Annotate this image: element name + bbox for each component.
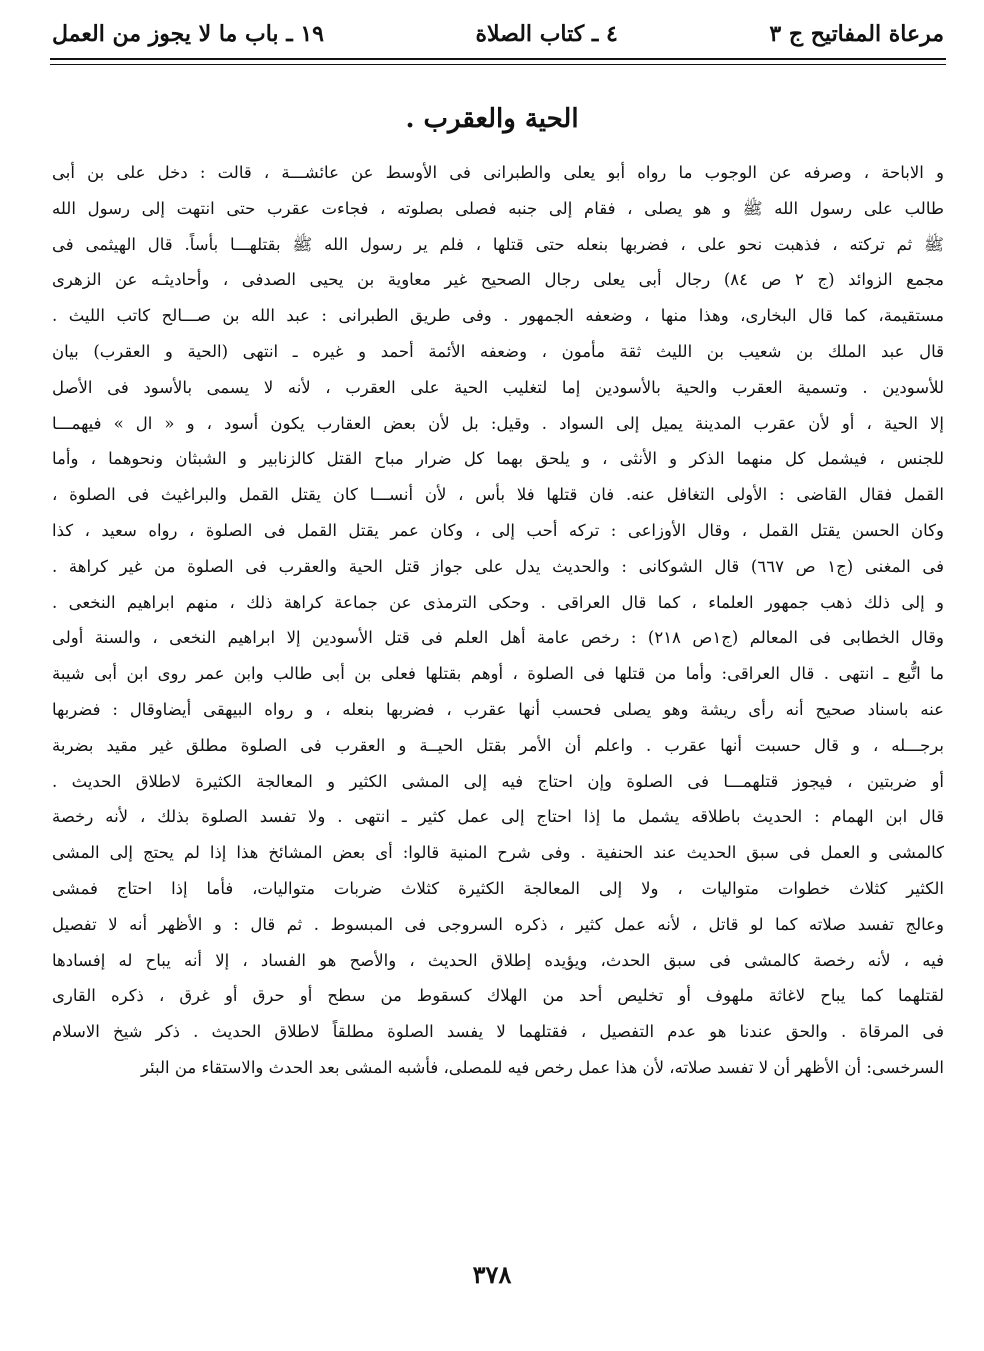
text-line: وعالج تفسد صلاته كما لو قاتل ، لأنه عمل كثير ، ذكره السروجى فى المبسوط . ثم قال : و الأظهر أنه لا تفصيل [52,914,944,934]
text-line: ﷺ ثم تركته ، فذهبت نحو على ، فضربها بنعله حتى قتلها ، فلم ير رسول الله ﷺ بقتلهـــا بأساً. قال الهيثمى فى [52,234,944,254]
page-number: ٣٧٨ [472,1260,512,1289]
text-line: فى المرقاة . والحق عندنا هو عدم التفصيل ، فقتلهما لا يفسد الصلوة مطلقاً لاطلاق الحديث . ذكر شيخ الاسلام [52,1022,944,1042]
text-line: للجنس ، فيشمل كل منهما الذكر و الأنثى ، و يلحق بهما كل ضرار مباح القتل كالزنابير و الشبثان ونحوهما ، وأما [52,449,944,469]
text-line: وقال الخطابى فى المعالم (ج١ص ٢١٨) : رخص عامة أهل العلم فى قتل الأسودين إلا ابراهيم النخعى ، والسنة أولى [52,628,944,648]
text-line: لقتلهما كما يباح لاغاثة ملهوف أو تخليص أحد من الهلاك كسقوط من سطح أو حرق أو غرق ، ذكره القارى [52,986,944,1006]
text-line: كالمشى و العمل فى سبق الحديث عند الحنفية . وفى شرح المنية قالوا: أى بعض المشائخ هذا إذا لم يحتج إلى المشى [52,843,944,863]
text-line: مجمع الزوائد (ج ٢ ص ٨٤) رجال أبى يعلى رجال الصحيح غير معاوية بن يحيى الصدفى ، وأحاديثـه عن الزهرى [52,270,944,290]
text-line: مستقيمة، كما قال البخارى، وهذا منها ، وضعفه الجمهور . وفى طريق الطبرانى : عبد الله بن صـــالح كاتب الليث . [52,306,944,326]
header-chapter: ٤ ـ كتاب الصلاة [475,21,618,47]
text-line: برجـــله ، و قال حسبت أنها عقرب . واعلم أن الأمر بقتل الحيــة و العقرب فى الصلوة مطلق غير مقيد بضربة [52,735,944,755]
text-line: قال ابن الهمام : الحديث باطلاقه يشمل ما إذا احتاج إلى عمل كثير ـ انتهى . ولا تفسد الصلوة بذلك ، لأنه رخصة [52,807,944,827]
text-line: فى المغنى (ج١ ص ٦٦٧) قال الشوكانى : والحديث يدل على جواز قتل الحية والعقرب فى الصلوة من غير كراهة . [52,556,944,576]
header-rule-thick [50,58,946,60]
text-line: للأسودين . وتسمية العقرب والحية بالأسودين إما لتغليب الحية على العقرب ، لأنه لا يسمى بالأسود فى الأصل [52,377,944,397]
body-text [52,155,944,1235]
text-line: السرخسى: أن الأظهر أن لا تفسد صلاته، لأن هذا عمل رخص فيه للمصلى، فأشبه المشى بعد الحدث والاستقاء من البئر [140,1057,944,1077]
section-title: الحية والعقرب . [405,104,579,134]
text-line: إلا الحية ، أو لأن عقرب المدينة يميل إلى السواد . وقيل: بل لأن بعض العقارب يكون أسود ، و « ال » فيهمـــا [52,413,944,433]
text-line: وكان الحسن يقتل القمل ، وقال الأوزاعى : تركه أحب إلى ، وكان عمر يقتل القمل فى الصلوة ، رواه سعيد ، كذا [52,520,944,540]
header-rule-thin [50,64,946,65]
header-section: ١٩ ـ باب ما لا يجوز من العمل [52,21,324,47]
text-line: و الاباحة ، وصرفه عن الوجوب ما رواه أبو يعلى والطبرانى فى الأوسط عن عائشـــة ، قالت : دخل على بن أبى [52,163,944,182]
running-header [52,14,944,54]
text-line: قال عبد الملك بن شعيب بن الليث ثقة مأمون ، وضعفه الأئمة أحمد و غيره ـ انتهى (الحية و العقرب) بيان [52,341,944,361]
text-line: و إلى ذلك ذهب جمهور العلماء ، كما قال العراقى . وحكى الترمذى عن جماعة كراهة ذلك ، منهم ابراهيم النخعى . [52,592,944,612]
text-line: طالب على رسول الله ﷺ و هو يصلى ، فقام إلى جنبه فصلى بصلوته ، فجاءت عقرب حتى انتهت إلى رسول الله [52,198,944,218]
text-line: عنه باسناد صحيح أنه رأى ريشة وهو يصلى فحسب أنها عقرب ، فضربها بنعله ، و رواه البيهقى أيضاوقال : فضربها [52,699,944,719]
text-line: فيه ، لأنه رخصة كالمشى فى سبق الحدث، ويؤيده إطلاق الحديث ، والأصح هو الفساد ، إلا أنه يباح له إفسادها [52,950,944,970]
text-line: الكثير كثلاث خطوات متواليات ، ولا إلى المعالجة الكثيرة كثلاث ضربات متواليات، فأما إذا احتاج فمشى [52,878,944,898]
text-line: أو ضربتين ، فيجوز قتلهمـــا فى الصلوة وإن احتاج فيه إلى المشى الكثير و المعالجة الكثيرة لاطلاق الحديث . [52,771,944,791]
text-line: ما اتُّبع ـ انتهى . قال العراقى: وأما من قتلها فى الصلوة ، أوهم بقتلها فعلى بن أبى طالب وابن عمر روى ابن أبى شيبة [52,664,944,684]
header-book-title: مرعاة المفاتيح ج ٣ [769,21,944,47]
text-line: القمل فقال القاضى : الأولى التغافل عنه. فان قتلها فلا بأس ، لأن أنســـا كان يقتل القمل والبراغيث فى الصلوة ، [52,485,944,505]
